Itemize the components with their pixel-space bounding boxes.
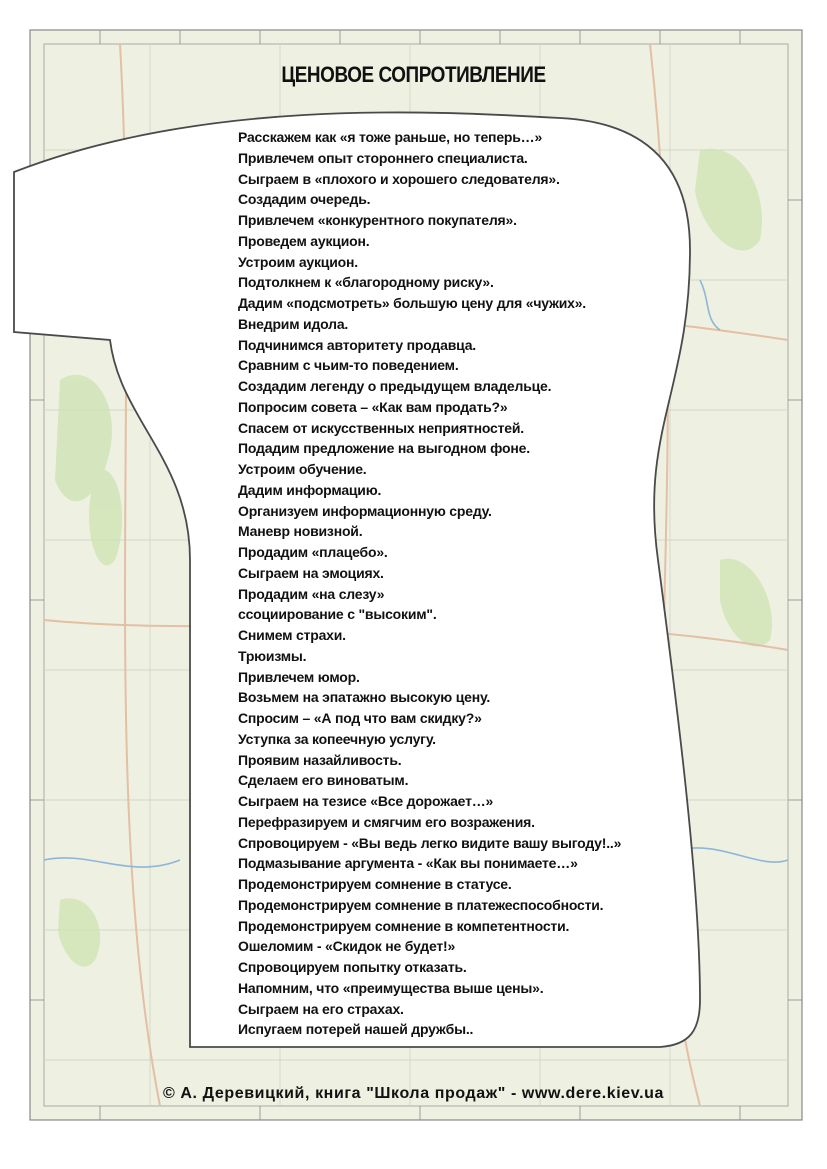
list-item: Спровоцируем попытку отказать. — [238, 959, 467, 975]
list-item: Сыграем в «плохого и хорошего следователя». — [238, 170, 560, 187]
list-item: Организуем информационную среду. — [238, 502, 492, 519]
list-item: Спасем от искусственных неприятностей. — [238, 419, 524, 436]
list-item: Продадим «плацебо». — [238, 544, 388, 560]
list-item: Сыграем на тезисе «Все дорожает…» — [238, 793, 494, 809]
list-item: Спровоцируем - «Вы ведь легко видите вашу выгоду!..» — [238, 834, 622, 851]
technique-list — [238, 127, 708, 1040]
list-item: Маневр новизной. — [238, 523, 363, 540]
list-item: Сыграем на эмоциях. — [238, 564, 384, 581]
list-item: Сравним с чьим-то поведением. — [238, 357, 459, 374]
list-item: Напомним, что «преимущества выше цены». — [238, 979, 544, 996]
list-item: Привлечем опыт стороннего специалиста. — [238, 149, 528, 166]
list-item: Подмазывание аргумента - «Как вы понимаете…» — [238, 855, 578, 872]
list-item: Подчинимся авторитету продавца. — [238, 336, 476, 353]
list-item: Продадим «на слезу» — [238, 585, 385, 602]
list-item: Попросим совета – «Как вам продать?» — [238, 398, 508, 415]
list-item: Продемонстрируем сомнение в статусе. — [238, 876, 512, 892]
list-item: Дадим «подсмотреть» большую цену для «чужих». — [238, 295, 587, 311]
list-item: Подтолкнем к «благородному риску». — [238, 274, 494, 291]
copyright-footer: © А. Деревицкий, книга "Школа продаж" - www.dere.kiev.ua — [162, 1085, 665, 1102]
list-item: Привлечем юмор. — [238, 668, 360, 685]
list-item: Снимем страхи. — [238, 627, 346, 643]
list-item: Устроим обучение. — [238, 461, 367, 477]
list-item: Устроим аукцион. — [238, 253, 358, 270]
list-item: Перефразируем и смягчим его возражения. — [238, 813, 535, 830]
list-item: Уступка за копеечную услугу. — [238, 730, 436, 747]
list-item: ссоциирование с "высоким". — [238, 606, 437, 623]
list-item: Проявим назайливость. — [238, 751, 402, 768]
list-item: Создадим очередь. — [238, 191, 371, 208]
list-item: Продемонстрируем сомнение в компетентности. — [238, 917, 570, 934]
list-item: Проведем аукцион. — [238, 232, 370, 249]
list-item: Подадим предложение на выгодном фоне. — [238, 440, 530, 457]
list-item: Сделаем его виноватым. — [238, 772, 409, 789]
list-item: Расскажем как «я тоже раньше, но теперь…» — [238, 129, 543, 145]
page-title: ЦЕНОВОЕ СОПРОТИВЛЕНИЕ — [281, 62, 546, 87]
list-item: Спросим – «А под что вам скидку?» — [238, 710, 482, 726]
list-item: Дадим информацию. — [238, 481, 382, 498]
list-item: Продемонстрируем сомнение в платежеспособности. — [238, 896, 604, 913]
list-item: Внедрим идола. — [238, 315, 349, 332]
list-item: Ошеломим - «Скидок не будет!» — [238, 938, 456, 955]
list-item: Испугаем потерей нашей дружбы.. — [238, 1021, 474, 1038]
list-item: Создадим легенду о предыдущем владельце. — [238, 378, 552, 394]
list-item: Сыграем на его страхах. — [238, 1000, 404, 1017]
list-item: Привлечем «конкурентного покупателя». — [238, 212, 517, 228]
list-item: Возьмем на эпатажно высокую цену. — [238, 689, 491, 706]
list-item: Трюизмы. — [238, 647, 307, 664]
